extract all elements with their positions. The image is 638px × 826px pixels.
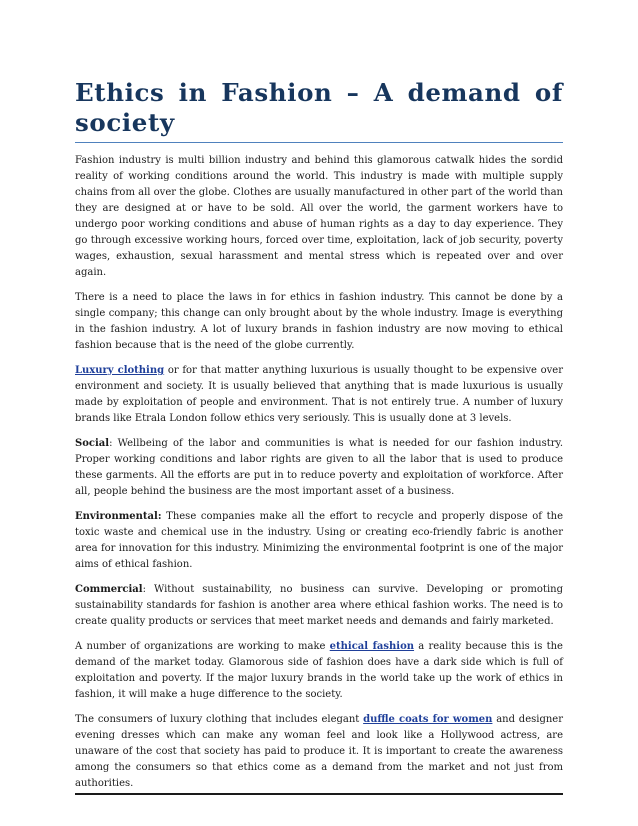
- paragraph-luxury: [75, 363, 563, 427]
- ethical-fashion-link[interactable]: ethical fashion: [329, 641, 415, 652]
- paragraph-consumers-end: and designer evening dresses which can make any woman feel and look like a Hollywood actress, are unaware of the cost that society has paid to produce it. It is important to create the awareness among the consumers so that ethics come as a demand from the market and not just from authorities.: [75, 714, 563, 789]
- paragraph-commercial: [75, 582, 563, 630]
- paragraph-luxury-text: or for that matter anything luxurious is usually thought to be expensive over environment and society. It is usually believed that anything that is made luxurious is usually made by exploitation of people and environment. That is not entirely true. A number of luxury brands like Etrala London follow ethics very seriously. This is usually done at 3 levels.: [75, 365, 563, 424]
- paragraph-environmental-text: These companies make all the effort to recycle and properly dispose of the toxic waste and chemical use in the industry. Using or creating eco-friendly fabric is another area for innovation for this industry. Minimizing the environmental footprint is one of the major aims of ethical fashion.: [75, 511, 563, 570]
- paragraph-consumers: [75, 712, 563, 792]
- paragraph-organizations-start: A number of organizations are working to make: [75, 641, 330, 652]
- paragraph-laws: There is a need to place the laws in for ethics in fashion industry. This cannot be done by a single company; this change can only brought about by the whole industry. Image is everything in the fashion industry. A lot of luxury brands in fashion industry are now moving to ethical fashion because that is the need of the globe currently.: [75, 292, 563, 351]
- social-label: Social: [75, 438, 110, 449]
- paragraph-social-text: : Wellbeing of the labor and communities is what is needed for our fashion industry. Proper working conditions and labor rights are given to all the labor that is used to produce these garments. All the efforts are put in to reduce poverty and exploitation of workforce. After all, people behind the business are the most important asset of a business.: [75, 438, 563, 497]
- luxury-clothing-link[interactable]: Luxury clothing: [75, 365, 165, 376]
- paragraph-environmental: [75, 509, 563, 573]
- paragraph-consumers-start: The consumers of luxury clothing that includes elegant: [75, 714, 364, 725]
- paragraph-commercial-text: : Without sustainability, no business can survive. Developing or promoting sustainability standards for fashion is another area where ethical fashion works. The need is to create quality products or services that meet market needs and demands and fairly marketed.: [75, 584, 563, 627]
- title-underline: [75, 142, 563, 143]
- paragraph-social: [75, 436, 563, 500]
- closing-rule: [75, 793, 563, 795]
- paragraph-organizations: [75, 639, 563, 703]
- duffle-coats-link[interactable]: duffle coats for women: [363, 714, 493, 725]
- document-page: [75, 78, 563, 795]
- paragraph-intro: Fashion industry is multi billion industry and behind this glamorous catwalk hides the sordid reality of working conditions around the world. This industry is made with multiple supply chains from all over the globe. Clothes are usually manufactured in other part of the world than they are designed at or have to be sold. All over the world, the garment workers have to undergo poor working conditions and abuse of human rights as a day to day experience. They go through excessive working hours, forced over time, exploitation, lack of job security, poverty wages, exhaustion, sexual harassment and mental stress which is repeated over and over again.: [75, 155, 563, 278]
- page-title: Ethics in Fashion – A demand of society: [75, 78, 563, 137]
- environmental-label: Environmental:: [75, 511, 162, 522]
- paragraph-organizations-end: a reality because this is the demand of the market today. Glamorous side of fashion does have a dark side which is full of exploitation and poverty. If the major luxury brands in the world take up the work of ethics in fashion, it will make a huge difference to the society.: [75, 641, 563, 700]
- commercial-label: Commercial: [75, 584, 143, 595]
